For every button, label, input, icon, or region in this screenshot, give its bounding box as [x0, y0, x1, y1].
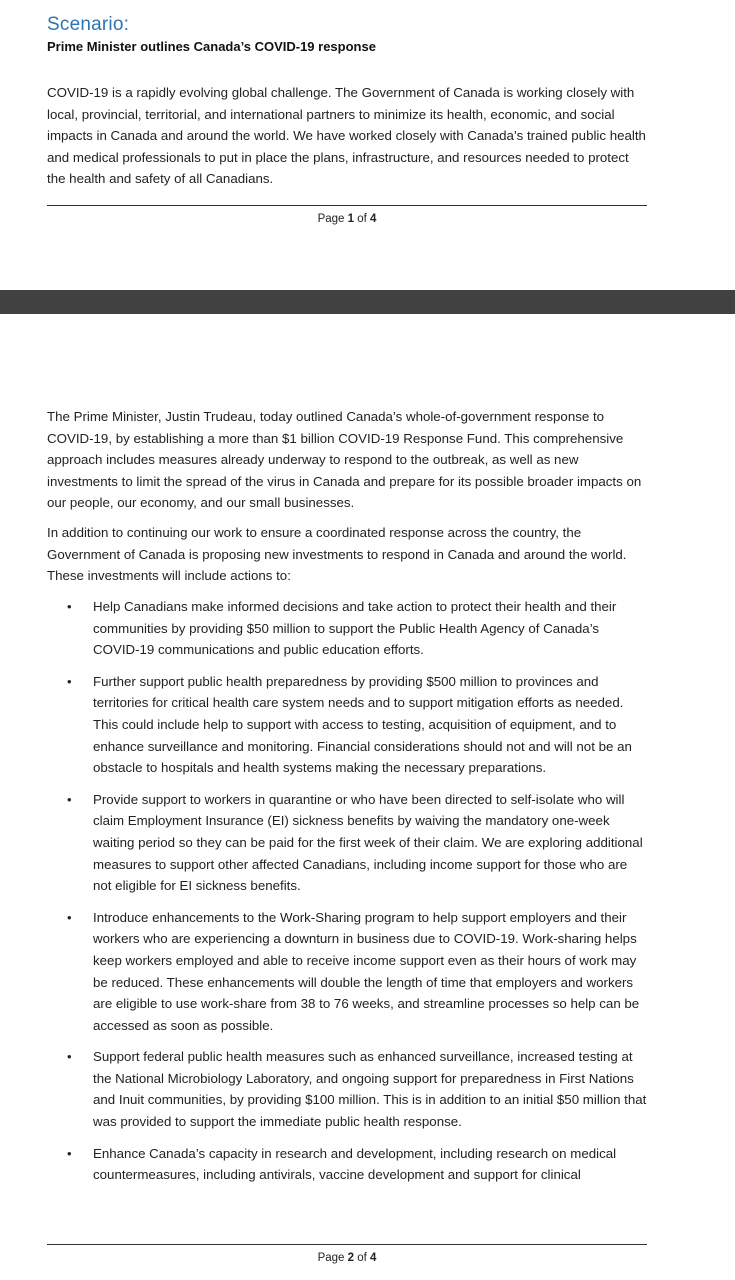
list-item [47, 671, 647, 779]
list-item [47, 1143, 647, 1186]
current-page: 2 [347, 1252, 355, 1264]
bullet-icon: • [67, 909, 72, 925]
page-of: of [357, 1252, 367, 1264]
page-number [47, 211, 647, 227]
bullet-icon: • [67, 1145, 72, 1161]
document-page-1 [0, 0, 735, 290]
intro-paragraph: COVID-19 is a rapidly evolving global challenge. The Government of Canada is working closely with local, provincial, territorial, and international partners to minimize its health, economic, and social impacts in Canada and around the world. We have worked closely with Canada’s trained public health and medical professionals to put in place the plans, infrastructure, and resources needed to protect the health and safety of all Canadians. [47, 85, 646, 187]
list-item-text: Introduce enhancements to the Work-Sharing program to help support employers and their workers who are experiencing a downturn in business due to COVID-19. Work-sharing helps keep workers employed and able to receive income support even as their hours of work may be reduced. These enhancements will double the length of time that employers and workers are eligible to use work-share from 38 to 76 weeks, and streamline processes so help can be accessed as soon as possible. [93, 909, 640, 1033]
document-title: Prime Minister outlines Canada’s COVID-19 response [47, 39, 376, 54]
document-page-2 [0, 314, 735, 1280]
current-page: 1 [347, 213, 355, 225]
list-item [47, 1046, 647, 1132]
body-paragraph: In addition to continuing our work to ensure a coordinated response across the country, the Government of Canada is proposing new investments to respond in Canada and around the world. These investments will include actions to: [47, 525, 627, 584]
list-item-text: Further support public health preparedness by providing $500 million to provinces and territories for critical health care system needs and to support mitigation efforts as needed. This could include help to support with access to testing, acquisition of equipment, and to enhance surveillance and monitoring. Financial considerations should not and will not be an obstacle to hospitals and health systems making the necessary preparations. [93, 673, 632, 776]
total-pages: 4 [370, 213, 377, 225]
list-item [47, 907, 647, 1037]
list-item-text: Support federal public health measures such as enhanced surveillance, increased testing at the National Microbiology Laboratory, and ongoing support for preparedness in First Nations and Inuit communities, by providing $100 million. This is in addition to an initial $50 million that was provided to support the immediate public health response. [93, 1049, 647, 1130]
page-label: Page [317, 1252, 345, 1264]
page-label: Page [317, 213, 345, 225]
total-pages: 4 [370, 1252, 377, 1264]
list-item-text: Help Canadians make informed decisions and take action to protect their health and their communities by providing $50 million to support the Public Health Agency of Canada’s COVID-19 communications and public education efforts. [93, 599, 617, 658]
footer-rule [47, 205, 647, 206]
investment-actions-list [47, 596, 647, 1196]
list-item [47, 596, 647, 661]
list-item-text: Enhance Canada’s capacity in research and development, including research on medical countermeasures, including antivirals, vaccine development and support for clinical [93, 1145, 617, 1183]
bullet-icon: • [67, 599, 72, 614]
bullet-icon: • [67, 791, 72, 807]
body-paragraph: The Prime Minister, Justin Trudeau, today outlined Canada’s whole-of-government response to COVID-19, by establishing a more than $1 billion COVID-19 Response Fund. This comprehensive approach includes measures already underway to respond to the outbreak, as well as new investments to limit the spread of the virus in Canada and prepare for its possible broader impacts on our people, our economy, and our small businesses. [47, 409, 642, 511]
list-item-text: Provide support to workers in quarantine or who have been directed to self-isolate who will claim Employment Insurance (EI) sickness benefits by waiving the mandatory one-week waiting period so they can be paid for the first week of their claim. We are exploring additional measures to support other affected Canadians, including income support for those who are not eligible for EI sickness benefits. [93, 791, 643, 894]
page-number [47, 1250, 647, 1266]
page-of: of [357, 213, 367, 225]
list-item [47, 789, 647, 897]
scenario-heading: Scenario: [47, 14, 130, 35]
bullet-icon: • [67, 673, 72, 689]
bullet-icon: • [67, 1049, 72, 1065]
page-separator-bar [0, 290, 735, 314]
footer-rule [47, 1244, 647, 1245]
